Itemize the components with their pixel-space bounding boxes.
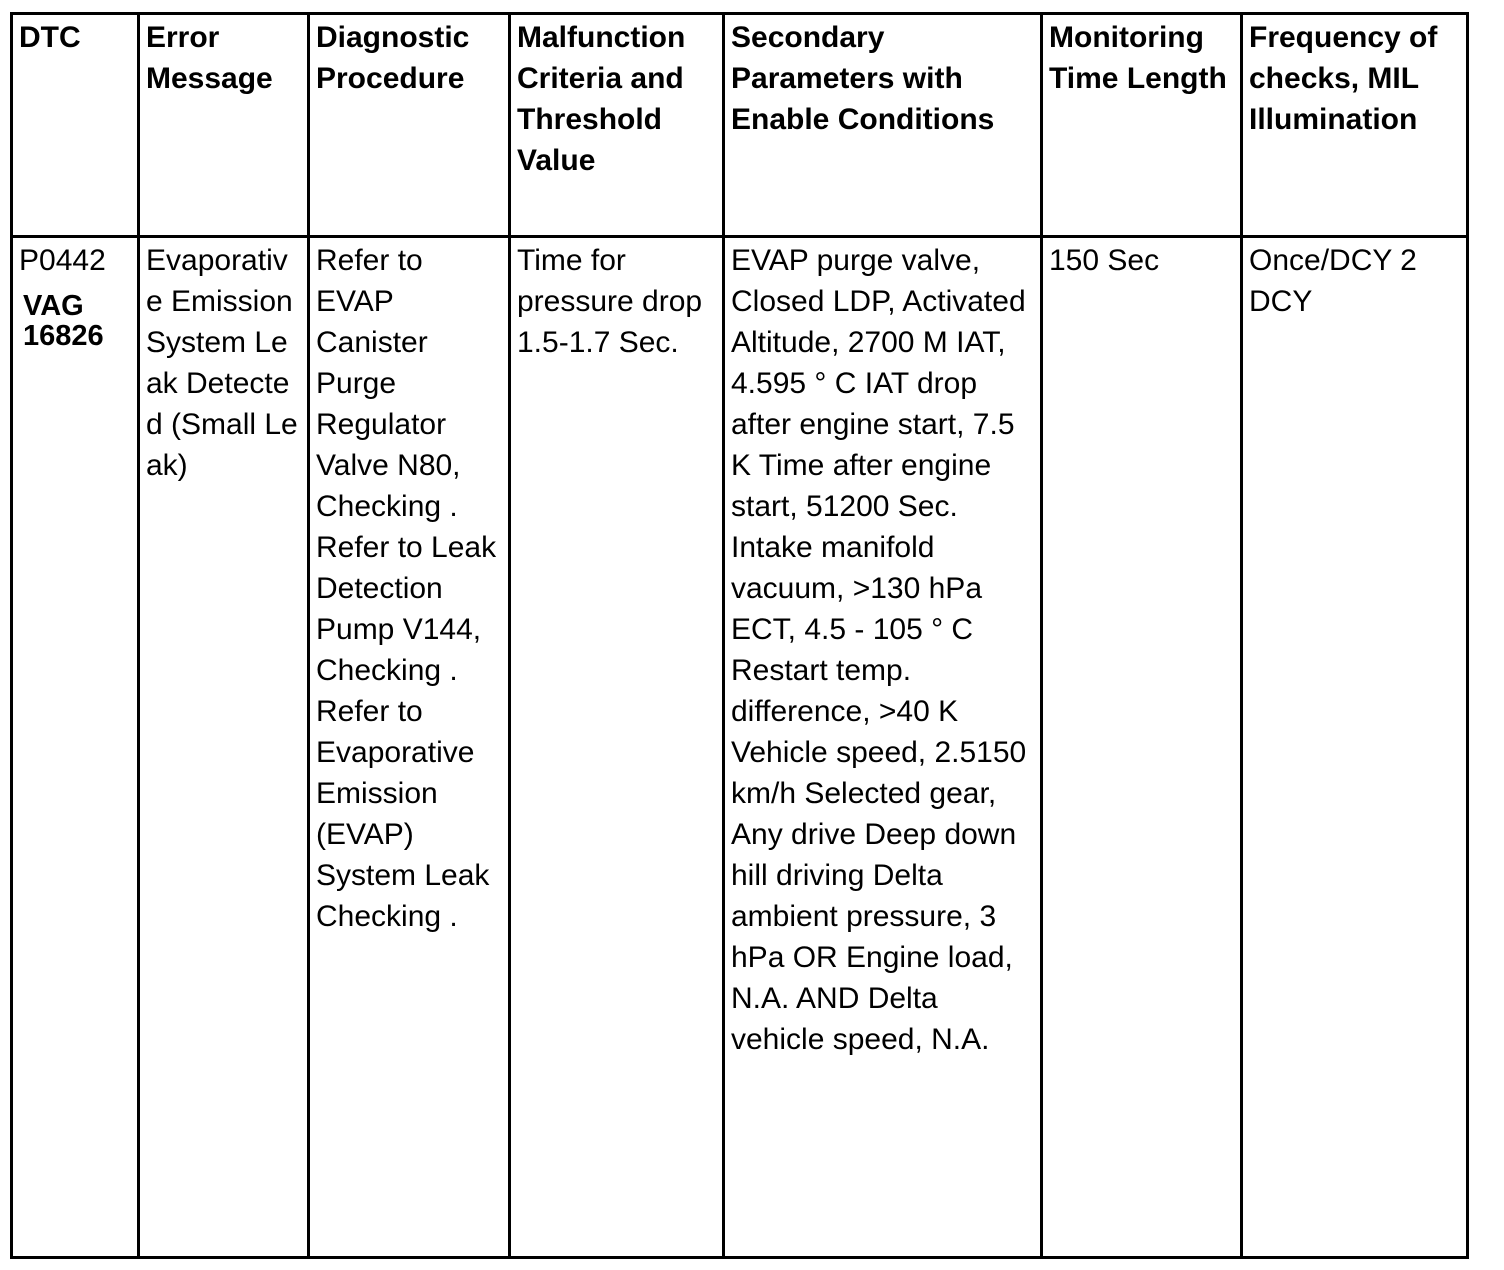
header-error-message: Error Message: [139, 14, 309, 237]
cell-frequency: [1242, 237, 1468, 1258]
diagnostic-procedure-text: Refer to EVAP Canister Purge Regulator Valve N80, Checking . Refer to Leak Detection Pump V144, Checking . Refer to Evaporative Emission (EVAP) System Leak Checking .: [316, 244, 497, 933]
table-row: [12, 237, 1468, 1258]
cell-error-message: [139, 237, 309, 1258]
cell-monitoring-time: [1042, 237, 1242, 1258]
cell-dtc: [12, 237, 139, 1258]
malfunction-criteria-text: Time for pressure drop 1.5-1.7 Sec.: [517, 244, 703, 359]
error-message-text: Evaporative Emission System Leak Detected (Small Leak): [146, 244, 298, 482]
frequency-text: Once/DCY 2 DCY: [1249, 244, 1417, 318]
header-malfunction-criteria: Malfunction Criteria and Threshold Value: [510, 14, 724, 237]
dtc-code: P0442: [19, 244, 106, 277]
header-frequency: Frequency of checks, MIL Illumination: [1242, 14, 1468, 237]
header-diagnostic-procedure: Diagnostic Procedure: [309, 14, 510, 237]
header-dtc: DTC: [12, 14, 139, 237]
vag-label: VAG: [23, 290, 84, 322]
cell-malfunction-criteria: [510, 237, 724, 1258]
cell-diagnostic-procedure: [309, 237, 510, 1258]
secondary-parameters-text: EVAP purge valve, Closed LDP, Activated Altitude, 2700 M IAT, 4.595 ° C IAT drop after engine start, 7.5 K Time after engine start, 51200 Sec. Intake manifold vacuum, >130 hPa ECT, 4.5 - 105 ° C Restart temp. difference, >40 K Vehicle speed, 2.5150 km/h Selected gear, Any drive Deep down hill driving Delta ambient pressure, 3 hPa OR Engine load, N.A. AND Delta vehicle speed, N.A.: [731, 244, 1027, 1056]
monitoring-time-text: 150 Sec: [1049, 244, 1160, 277]
header-row: [12, 14, 1468, 237]
dtc-table: [10, 12, 1469, 1259]
header-monitoring-time: Monitoring Time Length: [1042, 14, 1242, 237]
vag-code-block: [19, 291, 131, 351]
cell-secondary-parameters: [724, 237, 1042, 1258]
header-secondary-parameters: Secondary Parameters with Enable Conditions: [724, 14, 1042, 237]
vag-number: 16826: [23, 320, 104, 352]
